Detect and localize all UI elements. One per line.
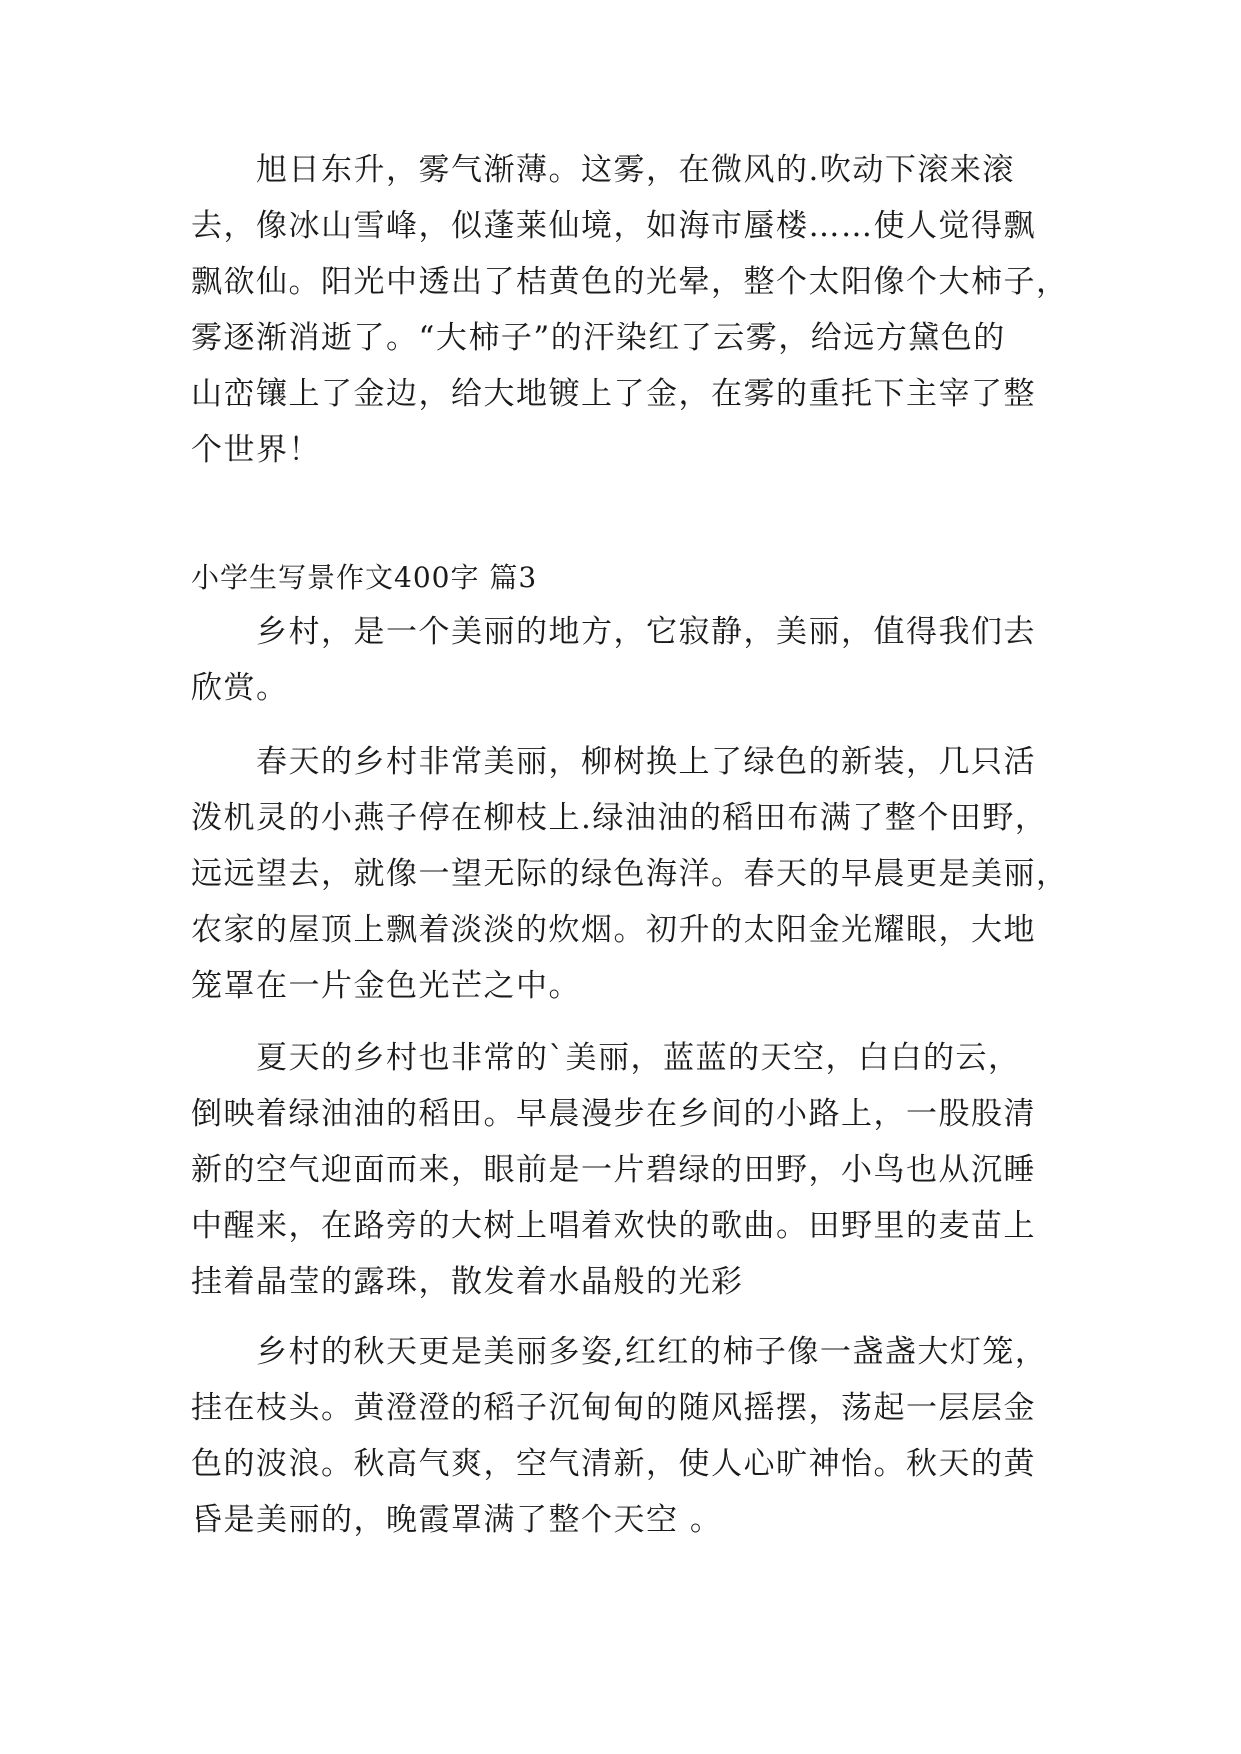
paragraph-1-line-4: 雾逐渐消逝了。“大柿子”的汗染红了云雾，给远方黛色的 bbox=[191, 320, 1006, 356]
paragraph-1-line-1: 旭日东升，雾气渐薄。这雾，在微风的.吹动下滚来滚 bbox=[256, 152, 1015, 188]
paragraph-5-line-4: 昏是美丽的，晚霞罩满了整个天空 。 bbox=[191, 1502, 723, 1538]
paragraph-1-line-5: 山峦镶上了金边，给大地镀上了金，在雾的重托下主宰了整 bbox=[191, 376, 1036, 412]
paragraph-5-line-2: 挂在枝头。黄澄澄的稻子沉甸甸的随风摇摆，荡起一层层金 bbox=[191, 1390, 1036, 1426]
paragraph-1-line-3: 飘欲仙。阳光中透出了桔黄色的光晕，整个太阳像个大柿子， bbox=[191, 264, 1069, 300]
section-heading: 小学生写景作文400字 篇3 bbox=[191, 561, 538, 594]
paragraph-3-line-2: 泼机灵的小燕子停在柳枝上.绿油油的稻田布满了整个田野， bbox=[191, 800, 1048, 836]
paragraph-3-line-1: 春天的乡村非常美丽，柳树换上了绿色的新装，几只活 bbox=[256, 744, 1036, 780]
paragraph-4-line-2: 倒映着绿油油的稻田。早晨漫步在乡间的小路上，一股股清 bbox=[191, 1096, 1036, 1132]
paragraph-2-line-1: 乡村，是一个美丽的地方，它寂静，美丽，值得我们去 bbox=[256, 614, 1036, 650]
paragraph-1-line-2: 去，像冰山雪峰，似蓬莱仙境，如海市蜃楼……使人觉得飘 bbox=[191, 208, 1036, 244]
paragraph-5-line-1: 乡村的秋天更是美丽多姿,红红的柿子像一盏盏大灯笼， bbox=[256, 1334, 1048, 1370]
paragraph-3-line-4: 农家的屋顶上飘着淡淡的炊烟。初升的太阳金光耀眼，大地 bbox=[191, 912, 1036, 948]
paragraph-3-line-5: 笼罩在一片金色光芒之中。 bbox=[191, 968, 581, 1004]
paragraph-5-line-3: 色的波浪。秋高气爽，空气清新，使人心旷神怡。秋天的黄 bbox=[191, 1446, 1036, 1482]
paragraph-4-line-5: 挂着晶莹的露珠，散发着水晶般的光彩 bbox=[191, 1264, 744, 1300]
paragraph-4-line-1: 夏天的乡村也非常的`美丽，蓝蓝的天空，白白的云， bbox=[256, 1040, 1021, 1076]
paragraph-4-line-4: 中醒来，在路旁的大树上唱着欢快的歌曲。田野里的麦苗上 bbox=[191, 1208, 1036, 1244]
paragraph-4-line-3: 新的空气迎面而来，眼前是一片碧绿的田野，小鸟也从沉睡 bbox=[191, 1152, 1036, 1188]
paragraph-3-line-3: 远远望去，就像一望无际的绿色海洋。春天的早晨更是美丽， bbox=[191, 856, 1069, 892]
paragraph-2-line-2: 欣赏。 bbox=[191, 670, 289, 706]
paragraph-1-line-6: 个世界！ bbox=[191, 432, 321, 468]
